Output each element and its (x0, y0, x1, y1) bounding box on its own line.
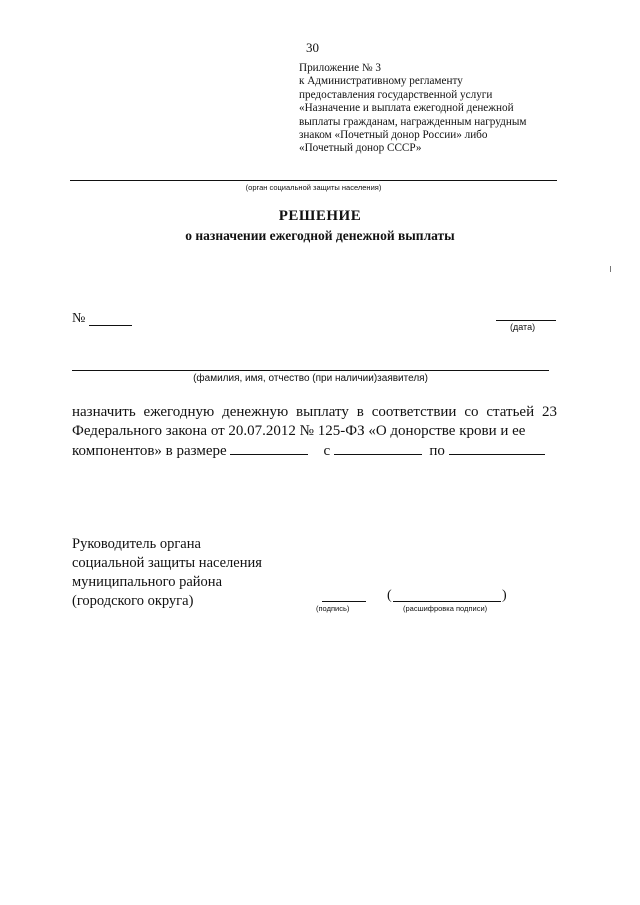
signer-line: социальной защиты населения (72, 555, 262, 571)
appendix-line: к Административному регламенту (299, 75, 463, 88)
appendix-line: «Назначение и выплата ежегодной денежной (299, 102, 514, 115)
appendix-line: Приложение № 3 (299, 62, 381, 74)
open-paren: ( (387, 588, 392, 603)
applicant-name-field[interactable] (72, 370, 549, 371)
signer-line: Руководитель органа (72, 536, 201, 552)
signature-caption: (подпись) (316, 604, 350, 613)
to-label: по (429, 443, 445, 459)
signer-block (72, 535, 262, 611)
appendix-line: выплаты гражданам, награжденным нагрудным (299, 115, 527, 128)
applicant-name-caption: (фамилия, имя, отчество (при наличии)заявителя) (193, 373, 428, 384)
amount-field[interactable] (230, 441, 308, 455)
date-field[interactable] (496, 320, 556, 321)
from-label: с (323, 443, 331, 459)
document-title: РЕШЕНИЕ (278, 208, 362, 224)
decision-text: назначить ежегодную денежную выплату в соответствии со статьей 23 Федерального закона от 20.07.2012 № 125-ФЗ «О донорстве крови и ее (72, 404, 557, 439)
signature-decode-field[interactable] (393, 601, 501, 602)
org-name-field[interactable] (70, 180, 557, 181)
appendix-block (299, 62, 589, 156)
amount-label: компонентов» в размере (72, 443, 227, 459)
page-number: 30 (306, 40, 319, 55)
end-date-field[interactable] (449, 441, 545, 455)
decision-text-last-line (72, 441, 557, 461)
signature-field[interactable] (322, 601, 366, 602)
decision-number-field[interactable] (89, 325, 132, 326)
signature-decode-caption: (расшифровка подписи) (403, 604, 488, 613)
close-paren: ) (502, 588, 507, 603)
signer-line: муниципального района (72, 574, 222, 590)
date-caption: (дата) (510, 322, 536, 332)
scan-mark (610, 266, 611, 272)
number-label: № (72, 311, 86, 326)
org-name-caption: (орган социальной защиты населения) (245, 183, 382, 192)
appendix-line: «Почетный донор СССР» (299, 142, 422, 155)
appendix-line: предоставления государственной услуги (299, 88, 493, 101)
start-date-field[interactable] (334, 441, 422, 455)
signer-line: (городского округа) (72, 593, 194, 609)
appendix-line: знаком «Почетный донор России» либо (299, 129, 488, 142)
document-subtitle: о назначении ежегодной денежной выплаты (185, 228, 455, 243)
